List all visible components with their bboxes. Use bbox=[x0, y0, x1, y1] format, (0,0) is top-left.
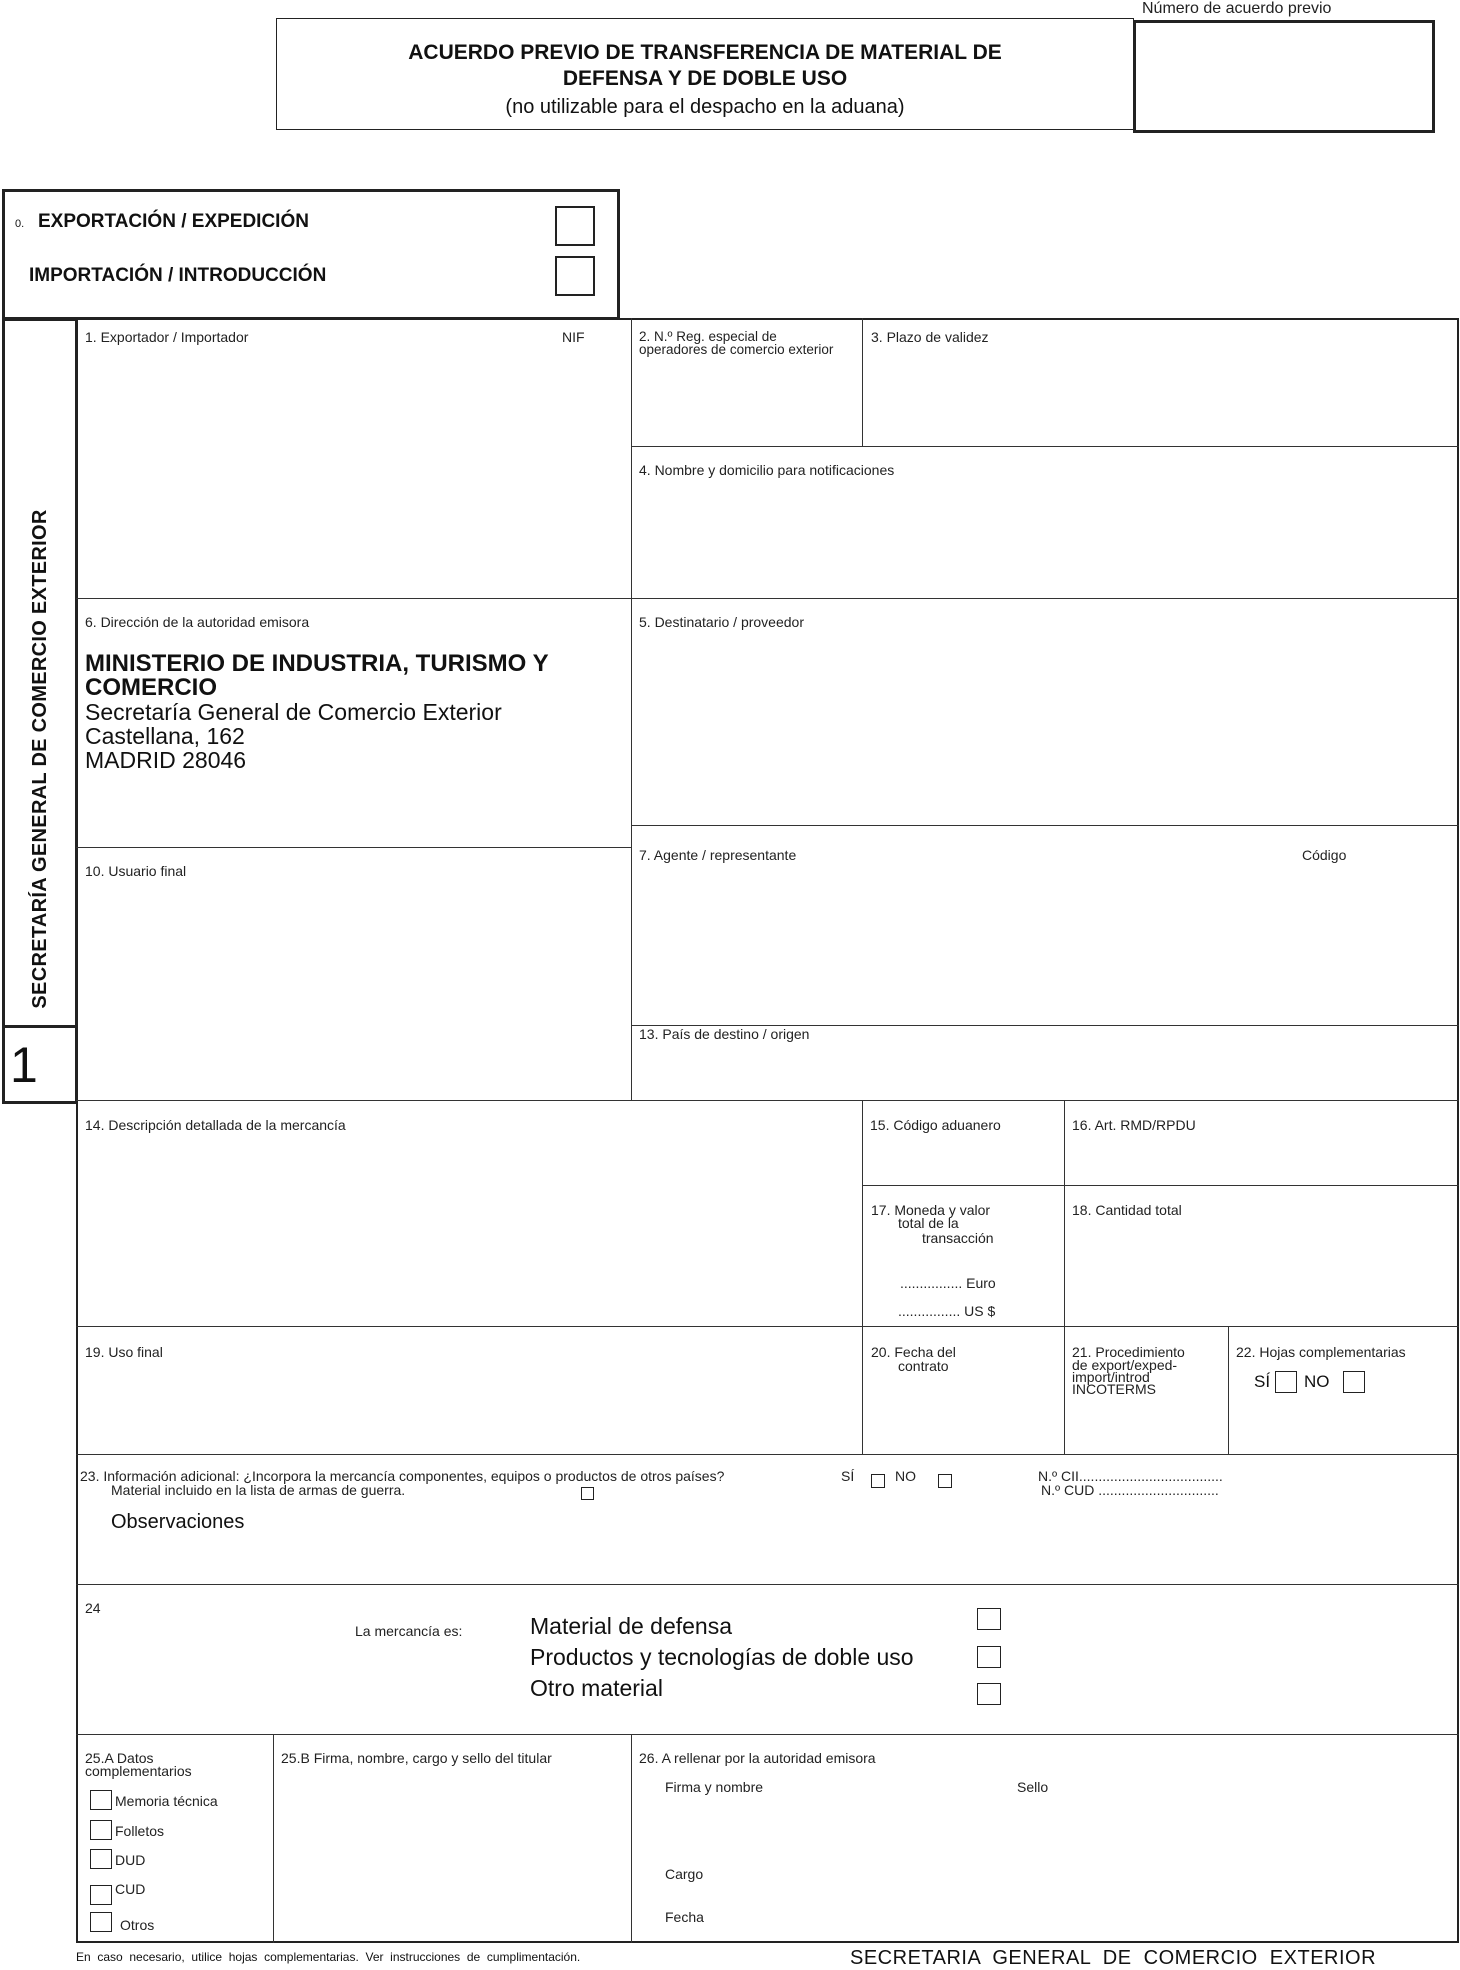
field-23-observaciones-label: Observaciones bbox=[111, 1511, 245, 1533]
grid-line bbox=[76, 1734, 1459, 1735]
field-19-label: 19. Uso final bbox=[85, 1344, 163, 1360]
field-21-label-line1: 21. Procedimiento bbox=[1072, 1344, 1185, 1360]
field-25a-label-line1: 25.A Datos bbox=[85, 1750, 154, 1766]
field-21-label-line4: INCOTERMS bbox=[1072, 1381, 1156, 1397]
grid-line bbox=[631, 318, 632, 1100]
grid-line bbox=[631, 825, 1459, 826]
field-24-other-checkbox[interactable] bbox=[977, 1683, 1001, 1705]
field-24-defense-checkbox[interactable] bbox=[977, 1608, 1001, 1630]
field-17-euro[interactable]: ................ Euro bbox=[900, 1275, 996, 1291]
field-14-input[interactable] bbox=[80, 1138, 859, 1324]
field-26-cargo-label: Cargo bbox=[665, 1866, 704, 1882]
issuing-authority-street: Castellana, 162 bbox=[85, 723, 245, 749]
field-13-input[interactable] bbox=[635, 1046, 1456, 1097]
issuing-authority-name-line1: MINISTERIO DE INDUSTRIA, TURISMO Y bbox=[85, 650, 549, 677]
field-24-option-dual-use: Productos y tecnologías de doble uso bbox=[530, 1644, 914, 1670]
grid-line bbox=[76, 1326, 1459, 1327]
field-24-dual-use-checkbox[interactable] bbox=[977, 1646, 1001, 1668]
copy-number: 1 bbox=[10, 1037, 38, 1093]
field-23-question: 23. Información adicional: ¿Incorpora la mercancía componentes, equipos o productos de otros países? bbox=[80, 1468, 725, 1484]
field-21-label-line2: de export/exped- bbox=[1072, 1357, 1178, 1373]
field-16-label: 16. Art. RMD/RPDU bbox=[1072, 1117, 1196, 1133]
field-22-label: 22. Hojas complementarias bbox=[1236, 1344, 1406, 1360]
grid-line bbox=[1064, 1100, 1065, 1326]
field-24-option-other: Otro material bbox=[530, 1675, 663, 1701]
form-subtitle: (no utilizable para el despacho en la aduana) bbox=[505, 96, 905, 118]
field-3-input[interactable] bbox=[866, 350, 1456, 443]
field-25a-label-line2: complementarios bbox=[85, 1763, 192, 1779]
field-22-si-label: SÍ bbox=[1254, 1372, 1271, 1391]
field-24-option-defense: Material de defensa bbox=[530, 1613, 733, 1639]
field-14-label: 14. Descripción detallada de la mercancía bbox=[85, 1117, 346, 1133]
field-25b-signature-area[interactable] bbox=[277, 1770, 628, 1940]
export-label: EXPORTACIÓN / EXPEDICIÓN bbox=[38, 211, 309, 232]
field-17-label-line1: 17. Moneda y valor bbox=[871, 1202, 991, 1218]
grid-line bbox=[273, 1734, 274, 1943]
footer-note: En caso necesario, utilice hojas complementarias. Ver instrucciones de cumplimentación. bbox=[76, 1950, 581, 1964]
field-1-nif-label: NIF bbox=[562, 329, 585, 345]
field-1-input[interactable] bbox=[80, 350, 628, 595]
field-26-label: 26. A rellenar por la autoridad emisora bbox=[639, 1750, 876, 1766]
field-17-label-line2: total de la bbox=[898, 1215, 959, 1231]
field-17-usd[interactable]: ................ US $ bbox=[898, 1303, 996, 1319]
field-25a-folletos-label: Folletos bbox=[115, 1823, 165, 1839]
field-23-cii[interactable]: N.º CII..................................... bbox=[1038, 1468, 1223, 1484]
export-checkbox[interactable] bbox=[555, 206, 595, 246]
field-25a-otros-checkbox[interactable] bbox=[90, 1912, 112, 1932]
field-13-label: 13. País de destino / origen bbox=[639, 1026, 810, 1042]
field-22-si-checkbox[interactable] bbox=[1275, 1371, 1297, 1393]
field-25a-memoria-label: Memoria técnica bbox=[115, 1793, 218, 1809]
field-25a-memoria-checkbox[interactable] bbox=[90, 1790, 112, 1810]
grid-line bbox=[1228, 1326, 1229, 1454]
grid-line bbox=[76, 847, 631, 848]
field-4-label: 4. Nombre y domicilio para notificaciones bbox=[639, 462, 895, 478]
operation-type-box bbox=[2, 189, 620, 320]
field-2-input[interactable] bbox=[635, 375, 859, 443]
field-26-firma-label: Firma y nombre bbox=[665, 1779, 764, 1795]
field-20-label-line2: contrato bbox=[898, 1358, 949, 1374]
field-15-label: 15. Código aduanero bbox=[870, 1117, 1001, 1133]
form-title-line1: ACUERDO PREVIO DE TRANSFERENCIA DE MATERIAL DE bbox=[408, 41, 1002, 64]
grid-line bbox=[631, 446, 1459, 447]
agreement-number-label: Número de acuerdo previo bbox=[1142, 0, 1332, 17]
field-23-si-checkbox[interactable] bbox=[871, 1474, 885, 1488]
field-10-input[interactable] bbox=[80, 884, 628, 1097]
field-24-intro: La mercancía es: bbox=[355, 1623, 463, 1639]
field-15-input[interactable] bbox=[866, 1138, 1061, 1182]
field-2-label: 2. N.º Reg. especial de operadores de comercio exterior bbox=[639, 329, 834, 357]
field-20-label-line1: 20. Fecha del bbox=[871, 1344, 956, 1360]
footer-org: SECRETARIA GENERAL DE COMERCIO EXTERIOR bbox=[850, 1947, 1377, 1969]
field-25a-otros-label: Otros bbox=[120, 1917, 155, 1933]
field-23-war-material: Material incluido en la lista de armas de guerra. bbox=[111, 1482, 406, 1498]
side-vertical-text: SECRETARÍA GENERAL DE COMERCIO EXTERIOR bbox=[29, 509, 51, 1009]
field-1-label: 1. Exportador / Importador bbox=[85, 329, 249, 345]
field-19-input[interactable] bbox=[80, 1364, 859, 1451]
form-title-line2: DEFENSA Y DE DOBLE USO bbox=[562, 67, 848, 90]
field-25a-cud-label: CUD bbox=[115, 1881, 146, 1897]
field-25a-cud-checkbox[interactable] bbox=[90, 1885, 112, 1905]
operation-number: 0. bbox=[15, 218, 25, 230]
issuing-authority-city: MADRID 28046 bbox=[85, 747, 247, 773]
field-7-label: 7. Agente / representante bbox=[639, 847, 797, 863]
field-16-input[interactable] bbox=[1068, 1138, 1456, 1182]
grid-line bbox=[862, 1100, 863, 1454]
field-23-no-checkbox[interactable] bbox=[938, 1474, 952, 1488]
field-3-label: 3. Plazo de validez bbox=[871, 329, 989, 345]
field-24-label: 24 bbox=[85, 1600, 101, 1616]
field-23-cud[interactable]: N.º CUD ............................... bbox=[1041, 1482, 1219, 1498]
field-25a-folletos-checkbox[interactable] bbox=[90, 1820, 112, 1840]
import-checkbox[interactable] bbox=[555, 256, 595, 296]
grid-line bbox=[862, 318, 863, 446]
agreement-number-field[interactable] bbox=[1133, 20, 1435, 133]
grid-line bbox=[76, 598, 1459, 599]
field-17-label-line3: transacción bbox=[922, 1230, 994, 1246]
grid-line bbox=[76, 1454, 1459, 1455]
field-10-label: 10. Usuario final bbox=[85, 863, 187, 879]
field-22-no-checkbox[interactable] bbox=[1343, 1371, 1365, 1393]
issuing-authority-dept: Secretaría General de Comercio Exterior bbox=[85, 699, 502, 725]
side-strip-divider bbox=[2, 1025, 78, 1028]
field-25b-label: 25.B Firma, nombre, cargo y sello del titular bbox=[281, 1750, 552, 1766]
grid-line bbox=[631, 1734, 632, 1943]
field-23-si-label: SÍ bbox=[841, 1468, 855, 1484]
field-18-label: 18. Cantidad total bbox=[1072, 1202, 1182, 1218]
grid-line bbox=[76, 1584, 1459, 1585]
field-23-no-label: NO bbox=[895, 1468, 916, 1484]
grid-line bbox=[862, 1185, 1459, 1186]
field-26-fecha-label: Fecha bbox=[665, 1909, 704, 1925]
grid-line bbox=[76, 1100, 1459, 1101]
import-label: IMPORTACIÓN / INTRODUCCIÓN bbox=[29, 265, 327, 286]
issuing-authority-name-line2: COMERCIO bbox=[85, 674, 217, 701]
field-25a-dud-label: DUD bbox=[115, 1852, 146, 1868]
field-7-input[interactable] bbox=[635, 866, 1456, 1022]
field-5-input[interactable] bbox=[635, 635, 1456, 822]
field-26-sello-label: Sello bbox=[1017, 1779, 1049, 1795]
field-5-label: 5. Destinatario / proveedor bbox=[639, 614, 804, 630]
field-21-label-line3: import/introd bbox=[1072, 1369, 1150, 1385]
field-6-label: 6. Dirección de la autoridad emisora bbox=[85, 614, 310, 630]
field-7-code-label: Código bbox=[1302, 847, 1347, 863]
field-25a-dud-checkbox[interactable] bbox=[90, 1849, 112, 1869]
field-18-input[interactable] bbox=[1068, 1222, 1456, 1323]
field-22-no-label: NO bbox=[1304, 1372, 1330, 1391]
field-4-input[interactable] bbox=[635, 482, 1456, 595]
field-23-war-material-checkbox[interactable] bbox=[581, 1487, 594, 1500]
